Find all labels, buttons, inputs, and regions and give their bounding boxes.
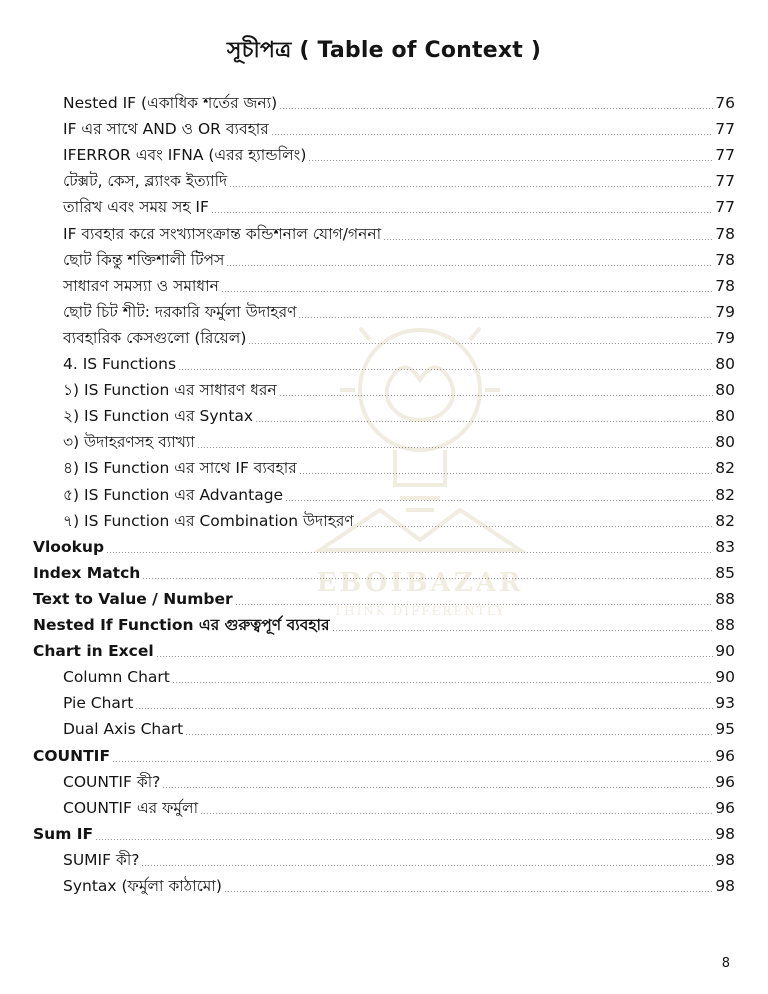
dot-leader: [211, 212, 713, 213]
toc-entry[interactable]: [63, 142, 735, 168]
toc-entry-page: 80: [715, 355, 735, 373]
dot-leader: [235, 604, 714, 605]
toc-entry-page: 98: [715, 824, 735, 843]
toc-entry-page: 96: [715, 746, 735, 765]
toc-entry-label: ছোট কিন্তু শক্তিশালী টিপস: [63, 250, 225, 269]
toc-entry-page: 79: [715, 302, 735, 321]
toc-entry-label: ৭) IS Function এর Combination উদাহরণ: [63, 511, 354, 530]
dot-leader: [279, 108, 713, 109]
toc-entry-page: 80: [715, 381, 735, 400]
toc-entry[interactable]: [63, 221, 735, 247]
toc-entry-page: 83: [715, 537, 735, 556]
toc-entry[interactable]: [63, 847, 735, 873]
dot-leader: [106, 552, 713, 553]
toc-entry-page: 77: [715, 146, 735, 165]
toc-entry[interactable]: [63, 351, 735, 377]
dot-leader: [142, 578, 713, 579]
toc-entry-page: 88: [715, 589, 735, 608]
toc-entry-label: Dual Axis Chart: [63, 720, 184, 739]
dot-leader: [224, 891, 713, 892]
toc-entry[interactable]: [63, 455, 735, 481]
toc-entry-label: ২) IS Function এর Syntax: [63, 407, 254, 426]
dot-leader: [95, 839, 713, 840]
toc-entry[interactable]: [63, 795, 735, 821]
toc-entry[interactable]: [33, 638, 735, 664]
toc-entry-label: টেক্সট, কেস, ব্ল্যাংক ইত্যাদি: [63, 172, 228, 191]
dot-leader: [221, 291, 713, 292]
watermark-brand: EBOIBAZAR: [316, 568, 524, 598]
toc-entry-label: Nested IF (একাধিক শর্তের জন্য): [63, 94, 278, 112]
toc-entry-page: 78: [715, 224, 735, 243]
toc-entry[interactable]: [63, 664, 735, 690]
dot-leader: [172, 682, 713, 683]
toc-entry-label: সাধারণ সমস্যা ও সমাধান: [63, 276, 219, 295]
toc-entry[interactable]: [63, 168, 735, 194]
toc-entry[interactable]: [63, 377, 735, 403]
toc-entry-page: 85: [715, 563, 735, 582]
dot-leader: [185, 734, 713, 735]
dot-leader: [226, 265, 713, 266]
dot-leader: [255, 421, 713, 422]
toc-entry-page: 78: [715, 250, 735, 269]
dot-leader: [200, 813, 713, 814]
toc-entry-label: 4. IS Functions: [63, 355, 177, 373]
toc-entry-page: 95: [715, 720, 735, 739]
toc-entry-label: IFERROR এবং IFNA (এরর হ্যান্ডলিং): [63, 146, 307, 165]
toc-entry-label: Text to Value / Number: [33, 589, 233, 608]
toc-entry-label: ব্যবহারিক কেসগুলো (রিয়েল): [63, 328, 247, 347]
dot-leader: [178, 369, 713, 370]
toc-entry-label: Pie Chart: [63, 694, 134, 713]
toc-entry-page: 93: [715, 694, 735, 713]
dot-leader: [135, 708, 713, 709]
toc-entry-label: IF ব্যবহার করে সংখ্যাসংক্রান্ত কন্ডিশনাল যোগ/গননা: [63, 224, 382, 243]
toc-entry-page: 80: [715, 407, 735, 426]
toc-entry-label: COUNTIF এর ফর্মুলা: [63, 798, 199, 817]
dot-leader: [271, 134, 713, 135]
toc-entry[interactable]: [63, 690, 735, 716]
dot-leader: [141, 865, 713, 866]
dot-leader: [197, 447, 713, 448]
toc-entry-label: তারিখ এবং সময় সহ IF: [63, 198, 209, 217]
toc-entry-label: Chart in Excel: [33, 642, 154, 661]
toc-entry-page: 78: [715, 276, 735, 295]
toc-entry-page: 96: [715, 772, 735, 791]
toc-entry-label: ৫) IS Function এর Advantage: [63, 485, 284, 504]
toc-entry-page: 90: [715, 668, 735, 687]
dot-leader: [162, 787, 713, 788]
toc-entry-page: 80: [715, 433, 735, 452]
toc-entry-label: IF এর সাথে AND ও OR ব্যবহার: [63, 120, 269, 139]
toc-entry[interactable]: [63, 116, 735, 142]
toc-entry-label: COUNTIF কী?: [63, 772, 161, 791]
toc-entry[interactable]: [63, 716, 735, 742]
dot-leader: [308, 160, 713, 161]
toc-entry[interactable]: [63, 403, 735, 429]
toc-entry-page: 96: [715, 798, 735, 817]
toc-entry-page: 90: [715, 642, 735, 661]
toc-entry[interactable]: [33, 586, 735, 612]
toc-entry-label: ৪) IS Function এর সাথে IF ব্যবহার: [63, 459, 297, 478]
toc-entry-label: ছোট চিট শীট: দরকারি ফর্মুলা উদাহরণ: [63, 302, 297, 321]
dot-leader: [229, 186, 713, 187]
toc-entry-page: 82: [715, 459, 735, 478]
dot-leader: [156, 656, 714, 657]
toc-entry[interactable]: [33, 821, 735, 847]
toc-entry-page: 82: [715, 485, 735, 504]
toc-entry-label: Vlookup: [33, 537, 105, 556]
toc-entry[interactable]: [63, 873, 735, 899]
toc-entry-label: ১) IS Function এর সাধারণ ধরন: [63, 381, 277, 400]
toc-entry[interactable]: [63, 482, 735, 508]
page-number: 8: [721, 956, 730, 971]
dot-leader: [299, 473, 714, 474]
toc-entry-page: 77: [715, 120, 735, 139]
dot-leader: [285, 500, 713, 501]
toc-entry-label: ৩) উদাহরণসহ ব্যাখ্যা: [63, 433, 195, 452]
toc-entry[interactable]: [63, 769, 735, 795]
toc-entry-label: Syntax (ফর্মুলা কাঠামো): [63, 877, 222, 895]
dot-leader: [279, 395, 714, 396]
toc-entry[interactable]: [63, 90, 735, 116]
toc-entry-page: 77: [715, 172, 735, 191]
watermark-tagline: THINK DIFFERENTLY: [334, 604, 506, 618]
toc-entry[interactable]: [63, 273, 735, 299]
dot-leader: [332, 630, 714, 631]
toc-entry-page: 79: [715, 328, 735, 347]
toc-entry-page: 98: [715, 877, 735, 895]
toc-entry[interactable]: [33, 560, 735, 586]
dot-leader: [356, 526, 714, 527]
dot-leader: [248, 343, 713, 344]
toc-entry-page: 76: [715, 94, 735, 112]
toc-entry-page: 77: [715, 198, 735, 217]
toc-entry-label: Index Match: [33, 563, 141, 582]
page-title: সূচীপত্র ( Table of Context ): [226, 38, 542, 63]
toc-entry-page: 88: [715, 616, 735, 634]
toc-entry-label: Column Chart: [63, 668, 170, 687]
toc-entry-label: COUNTIF: [33, 746, 111, 765]
toc-entry[interactable]: [63, 429, 735, 455]
toc-entry[interactable]: [63, 247, 735, 273]
toc-entry-page: 82: [715, 511, 735, 530]
toc-entry[interactable]: [33, 743, 735, 769]
toc-entry[interactable]: [63, 299, 735, 325]
toc-entry-page: 98: [715, 850, 735, 869]
dot-leader: [112, 761, 713, 762]
toc-entry[interactable]: [63, 508, 735, 534]
toc-entry-label: SUMIF কী?: [63, 850, 140, 869]
toc-entry-label: Nested If Function এর গুরুত্বপূর্ণ ব্যবহার: [33, 616, 330, 634]
dot-leader: [383, 239, 713, 240]
toc-entry-label: Sum IF: [33, 824, 94, 843]
toc-entry[interactable]: [63, 194, 735, 220]
dot-leader: [298, 317, 713, 318]
toc-entry[interactable]: [33, 612, 735, 638]
toc-entry[interactable]: [33, 534, 735, 560]
toc-entry[interactable]: [63, 325, 735, 351]
